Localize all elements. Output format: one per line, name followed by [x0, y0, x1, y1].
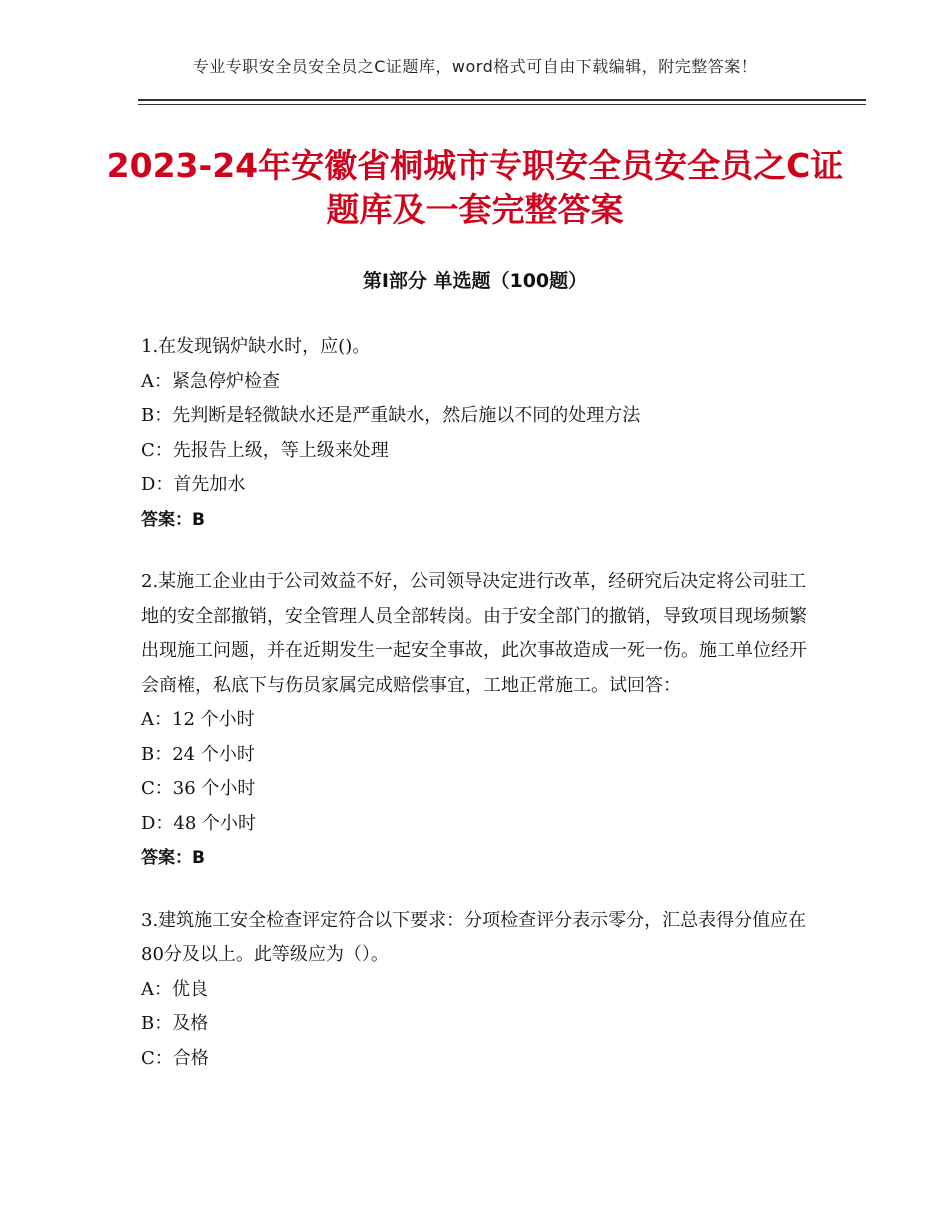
question-2 — [141, 565, 809, 876]
header-note: 专业专职安全员安全员之C证题库，word格式可自由下载编辑，附完整答案！ — [192, 57, 758, 76]
option-c: C：36 个小时 — [141, 778, 256, 799]
question-stem: 2.某施工企业由于公司效益不好，公司领导决定进行改革，经研究后决定将公司驻工地的安全部撤销，安全管理人员全部转岗。由于安全部门的撤销，导致项目现场频繁出现施工问题，并在近期发生一起安全事故，此次事故造成一死一伤。施工单位经开会商榷，私底下与伤员家属完成赔偿事宜，工地正常施工。试回答： — [141, 571, 807, 696]
section-title: 第Ⅰ部分 单选题（100题） — [362, 270, 588, 292]
option-d: D：首先加水 — [141, 474, 246, 495]
question-stem: 1.在发现锅炉缺水时，应()。 — [141, 336, 371, 357]
option-b: B：及格 — [141, 1013, 209, 1034]
header-divider-thin — [138, 104, 866, 105]
question-list — [141, 330, 809, 1104]
option-c: C：合格 — [141, 1047, 209, 1069]
option-b: B：24 个小时 — [141, 743, 255, 765]
question-3 — [141, 904, 809, 1077]
answer: 答案：B — [141, 848, 205, 868]
question-1 — [141, 330, 809, 537]
option-d: D：48 个小时 — [141, 812, 257, 834]
option-b: B：先判断是轻微缺水还是严重缺水，然后施以不同的处理方法 — [141, 405, 641, 426]
option-a: A：紧急停炉检查 — [141, 370, 280, 392]
answer: 答案：B — [141, 509, 205, 530]
option-c: C：先报告上级，等上级来处理 — [141, 439, 389, 461]
option-a: A：优良 — [141, 978, 208, 1000]
header-divider-thick — [138, 99, 866, 101]
option-a: A：12 个小时 — [141, 709, 255, 730]
document-title: 2023-24年安徽省桐城市专职安全员安全员之C证题库及一套完整答案 — [106, 146, 844, 229]
question-stem: 3.建筑施工安全检查评定符合以下要求：分项检查评分表示零分，汇总表得分值应在80分及以上。此等级应为（）。 — [141, 909, 807, 965]
